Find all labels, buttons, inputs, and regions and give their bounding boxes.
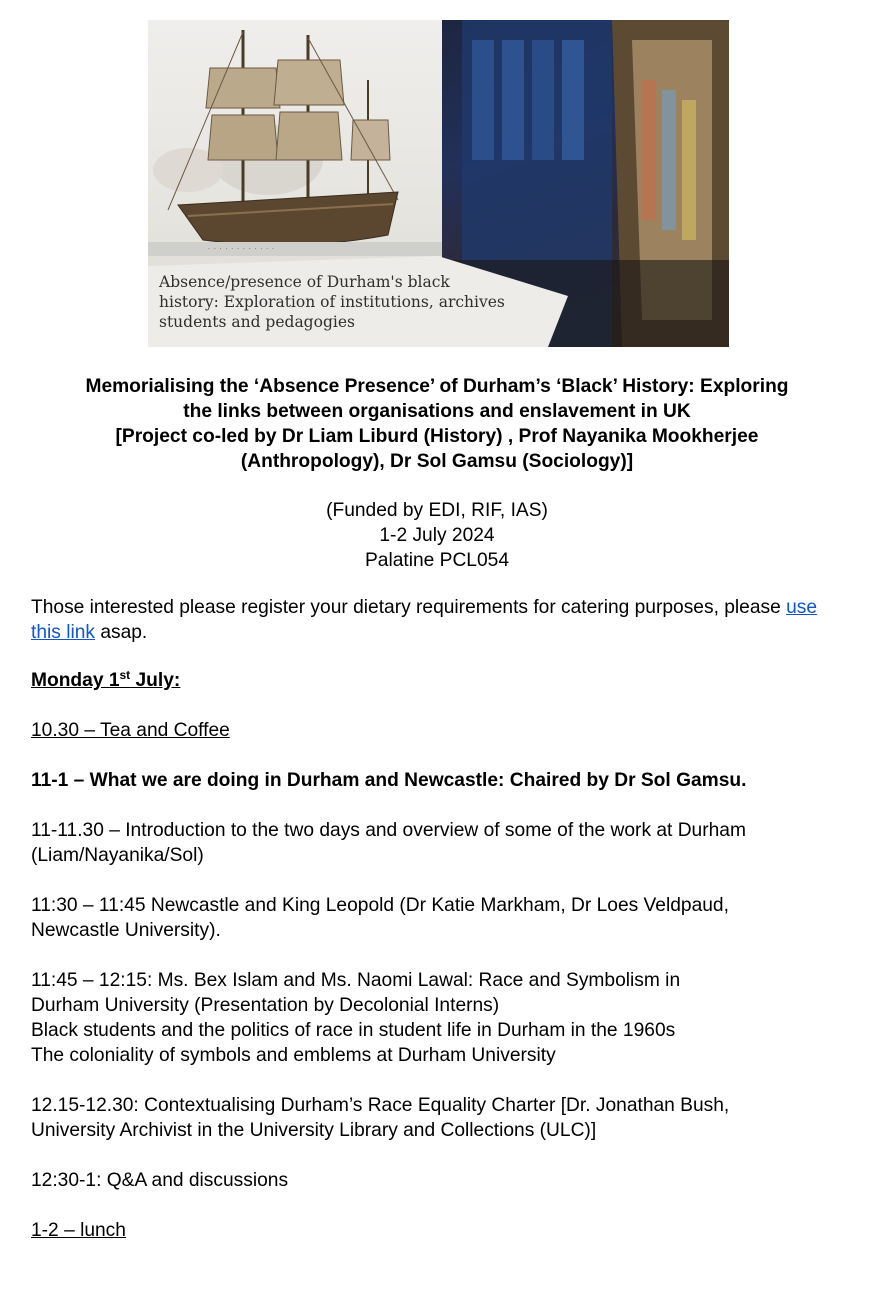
- schedule-line: 11-11.30 – Introduction to the two days and overview of some of the work at Durham: [31, 820, 746, 841]
- engraving-caption: · · · · · · · · · · · ·: [208, 246, 275, 253]
- schedule-lunch: 1-2 – lunch: [31, 1220, 126, 1241]
- schedule-line: 11:45 – 12:15: Ms. Bex Islam and Ms. Naomi Lawal: Race and Symbolism in: [31, 970, 681, 991]
- day-heading-text: Monday 1: [31, 670, 120, 691]
- schedule-line: 12.15-12.30: Contextualising Durham’s Race Equality Charter [Dr. Jonathan Bush,: [31, 1095, 730, 1116]
- schedule-line: (Liam/Nayanika/Sol): [31, 845, 204, 866]
- title-line: (Anthropology), Dr Sol Gamsu (Sociology)]: [240, 451, 634, 472]
- registration-note: [31, 595, 851, 645]
- title-line: [Project co-led by Dr Liam Liburd (History) , Prof Nayanika Mookherjee: [115, 426, 759, 447]
- schedule-tea: 10.30 – Tea and Coffee: [31, 720, 230, 741]
- schedule-qa: 12:30-1: Q&A and discussions: [31, 1170, 289, 1191]
- banner-caption-line: history: Exploration of institutions, archives: [159, 293, 505, 311]
- schedule-line: The coloniality of symbols and emblems at Durham University: [31, 1045, 556, 1066]
- schedule-intro: [31, 818, 851, 868]
- registration-text-end: asap.: [94, 622, 148, 643]
- registration-text: Those interested please register your dietary requirements for catering purposes, please: [31, 597, 787, 618]
- banner-caption: [159, 272, 539, 332]
- page-title: [20, 374, 854, 474]
- schedule-line: Newcastle University).: [31, 920, 221, 941]
- day-heading: [31, 668, 851, 693]
- schedule-newcastle: [31, 893, 851, 943]
- banner-image: [148, 20, 729, 347]
- schedule-line: Black students and the politics of race in student life in Durham in the 1960s: [31, 1020, 676, 1041]
- title-line: the links between organisations and enslavement in UK: [183, 401, 691, 422]
- session-heading: 11-1 – What we are doing in Durham and Newcastle: Chaired by Dr Sol Gamsu.: [31, 770, 747, 791]
- schedule-charter: [31, 1093, 851, 1143]
- register-link[interactable]: use: [786, 597, 818, 618]
- schedule-line: Durham University (Presentation by Decolonial Interns): [31, 995, 500, 1016]
- register-link[interactable]: this link: [31, 622, 95, 643]
- event-venue: Palatine PCL054: [364, 550, 509, 571]
- event-dates: 1-2 July 2024: [379, 525, 495, 546]
- title-line: Memorialising the ‘Absence Presence’ of Durham’s ‘Black’ History: Exploring: [85, 376, 789, 397]
- banner-caption-line: students and pedagogies: [159, 313, 355, 331]
- schedule-line: 11:30 – 11:45 Newcastle and King Leopold (Dr Katie Markham, Dr Loes Veldpaud,: [31, 895, 729, 916]
- funding-text: (Funded by EDI, RIF, IAS): [326, 500, 548, 521]
- day-heading-sup: st: [119, 668, 131, 682]
- day-heading-suffix: July:: [130, 670, 181, 691]
- banner-caption-line: Absence/presence of Durham's black: [159, 273, 450, 291]
- schedule-line: University Archivist in the University Library and Collections (ULC)]: [31, 1120, 597, 1141]
- schedule-interns: [31, 968, 851, 1068]
- event-info: [20, 498, 854, 573]
